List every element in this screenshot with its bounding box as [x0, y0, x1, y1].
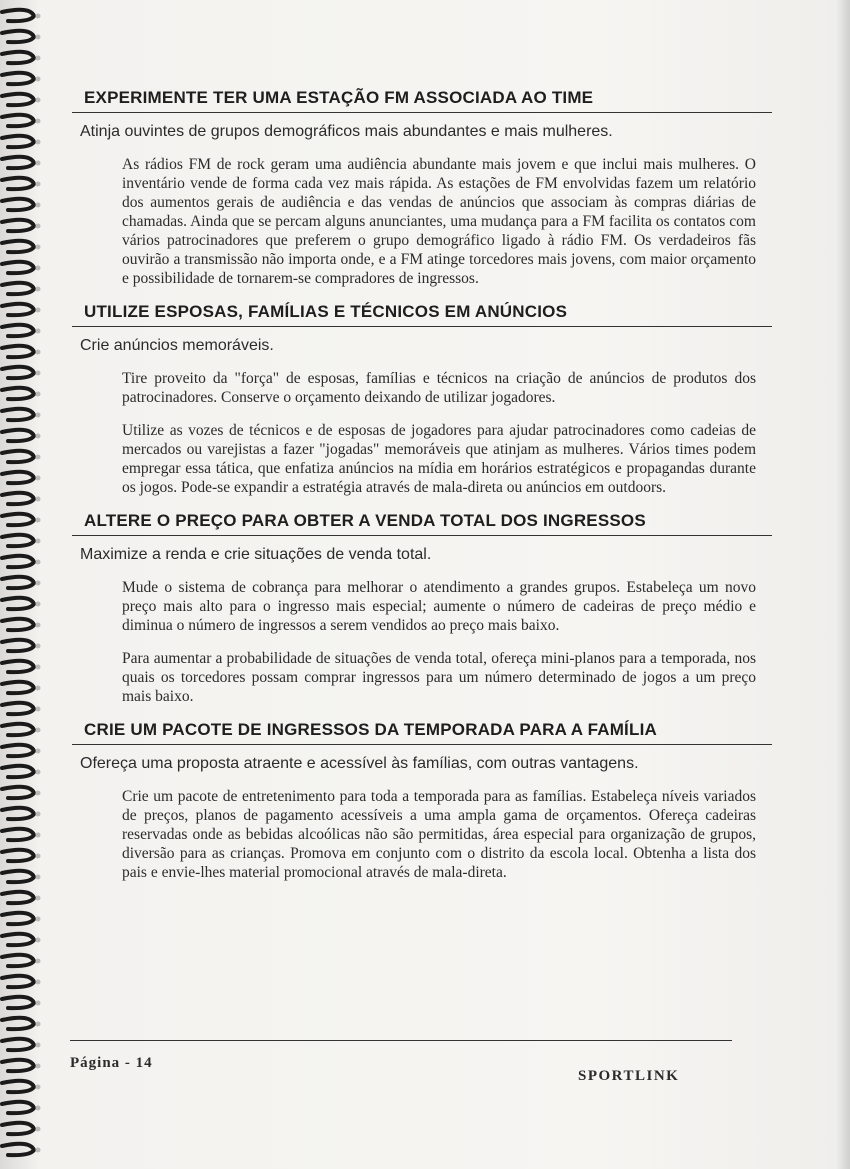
punch-hole — [36, 875, 41, 880]
spiral-coil — [2, 976, 34, 987]
punch-hole — [36, 371, 41, 376]
punch-hole — [36, 182, 41, 187]
spiral-coil — [2, 619, 34, 630]
punch-hole — [36, 1043, 41, 1048]
punch-hole — [36, 14, 41, 19]
section-heading: CRIE UM PACOTE DE INGRESSOS DA TEMPORADA PARA A FAMÍLIA — [72, 720, 772, 745]
spiral-coil — [2, 1081, 34, 1092]
punch-hole — [36, 476, 41, 481]
spiral-coil — [2, 934, 34, 945]
spiral-coil — [2, 283, 34, 294]
section-paragraph: Utilize as vozes de técnicos e de esposas de jogadores para ajudar patrocinadores como cadeias de mercados ou varejistas a fazer "jogadas" memoráveis que atinjam as mulheres. Vários times podem empregar essa tática, que enfatiza anúncios na mídia em horários estratégicos e propagandas durante os jogos. Pode-se expandir a estratégia através de mala-direta ou anúncios em outdoors. — [122, 422, 756, 496]
punch-hole — [36, 245, 41, 250]
punch-hole — [36, 602, 41, 607]
spiral-coil — [2, 199, 34, 210]
punch-hole — [36, 707, 41, 712]
punch-hole — [36, 896, 41, 901]
punch-hole — [36, 413, 41, 418]
spiral-coil — [2, 367, 34, 378]
punch-hole — [36, 686, 41, 691]
section-paragraph: Tire proveito da "força" de esposas, famílias e técnicos na criação de anúncios de produtos dos patrocinadores. Conserve o orçamento deixando de utilizar jogadores. — [122, 370, 756, 406]
spiral-coil — [2, 325, 34, 336]
spiral-coil — [2, 913, 34, 924]
spiral-binding-icon — [0, 0, 44, 1169]
spiral-coil — [2, 115, 34, 126]
spiral-coil — [2, 787, 34, 798]
spiral-coil — [2, 850, 34, 861]
punch-hole — [36, 1064, 41, 1069]
punch-hole — [36, 1127, 41, 1132]
punch-hole — [36, 1148, 41, 1153]
punch-hole — [36, 161, 41, 166]
punch-hole — [36, 434, 41, 439]
spiral-coil — [2, 157, 34, 168]
spiral-coil — [2, 514, 34, 525]
brand-name: SPORTLINK — [578, 1068, 680, 1084]
section-paragraph: Crie um pacote de entretenimento para toda a temporada para as famílias. Estabeleça níveis variados de preços, planos de pagamento acessíveis a uma ampla gama de orçamentos. Ofereça cadeiras reservadas onde as bebidas alcoólicas não são permitidas, área especial para organização de grupos, diversão para as crianças. Promova em conjunto com o distrito da escola local. Obtenha a lista dos pais e envie-lhes material promocional através de mala-direta. — [122, 788, 756, 881]
page-content — [72, 60, 772, 896]
section-subhead: Maximize a renda e crie situações de venda total. — [80, 546, 432, 563]
spiral-coil — [2, 136, 34, 147]
spiral-coil — [2, 52, 34, 63]
spiral-coil — [2, 661, 34, 672]
punch-hole — [36, 287, 41, 292]
punch-hole — [36, 518, 41, 523]
punch-hole — [36, 203, 41, 208]
spiral-coil — [2, 472, 34, 483]
punch-hole — [36, 56, 41, 61]
punch-hole — [36, 770, 41, 775]
punch-hole — [36, 1085, 41, 1090]
spiral-coil — [2, 766, 34, 777]
spiral-coil — [2, 640, 34, 651]
spiral-coil — [2, 241, 34, 252]
section-paragraph: As rádios FM de rock geram uma audiência abundante mais jovem e que inclui mais mulheres. O inventário vende de forma cada vez mais rápida. As estações de FM envolvidas fazem um relatório dos aumentos gerais de audiência e das vendas de anúncios que associam às compras diárias de chamadas. Ainda que se percam alguns anunciantes, uma mudança para a FM facilita os contatos com vários patrocinadores que preferem o grupo demográfico ligado à rádio FM. Os verdadeiros fãs ouvirão a transmissão não importa onde, e a FM atinge torcedores mais jovens, com maior orçamento e possibilidade de tornarem-se compradores de ingressos. — [122, 156, 756, 287]
punch-hole — [36, 1106, 41, 1111]
punch-hole — [36, 728, 41, 733]
section-heading: EXPERIMENTE TER UMA ESTAÇÃO FM ASSOCIADA AO TIME — [72, 88, 772, 113]
punch-hole — [36, 812, 41, 817]
spiral-coil — [2, 94, 34, 105]
spiral-coil — [2, 745, 34, 756]
punch-hole — [36, 854, 41, 859]
section-subhead: Ofereça uma proposta atraente e acessível às famílias, com outras vantagens. — [80, 755, 639, 772]
section-fm-station — [72, 88, 772, 288]
punch-hole — [36, 1001, 41, 1006]
punch-hole — [36, 308, 41, 313]
section-pricing — [72, 511, 772, 706]
punch-hole — [36, 749, 41, 754]
spiral-coil — [2, 346, 34, 357]
punch-hole — [36, 455, 41, 460]
spiral-coil — [2, 73, 34, 84]
spiral-coil — [2, 409, 34, 420]
section-paragraph: Para aumentar a probabilidade de situações de venda total, ofereça mini-planos para a temporada, nos quais os torcedores possam comprar ingressos para um número determinado de jogos a um preço mais baixo. — [122, 650, 756, 705]
punch-hole — [36, 665, 41, 670]
section-heading: ALTERE O PREÇO PARA OBTER A VENDA TOTAL DOS INGRESSOS — [72, 511, 772, 536]
punch-hole — [36, 98, 41, 103]
spiral-coil — [2, 598, 34, 609]
punch-hole — [36, 224, 41, 229]
spiral-coil — [2, 535, 34, 546]
page-number: Página - 14 — [70, 1055, 153, 1071]
punch-hole — [36, 623, 41, 628]
spiral-coil — [2, 955, 34, 966]
section-paragraph: Mude o sistema de cobrança para melhorar o atendimento a grandes grupos. Estabeleça um novo preço mais alto para o ingresso mais especial; aumente o número de cadeiras de preço médio e diminua o número de ingressos a serem vendidos ao preço mais baixo. — [122, 579, 756, 634]
spiral-coil — [2, 556, 34, 567]
spiral-coil — [2, 430, 34, 441]
punch-hole — [36, 917, 41, 922]
section-subhead: Atinja ouvintes de grupos demográficos mais abundantes e mais mulheres. — [80, 123, 613, 140]
spiral-coil — [2, 1039, 34, 1050]
section-ads — [72, 302, 772, 497]
spiral-coil — [2, 829, 34, 840]
punch-hole — [36, 140, 41, 145]
spiral-coil — [2, 577, 34, 588]
spiral-coil — [2, 178, 34, 189]
punch-hole — [36, 644, 41, 649]
spiral-coil — [2, 892, 34, 903]
spiral-coil — [2, 388, 34, 399]
punch-hole — [36, 392, 41, 397]
punch-hole — [36, 539, 41, 544]
spiral-coil — [2, 724, 34, 735]
punch-hole — [36, 938, 41, 943]
section-subhead: Crie anúncios memoráveis. — [80, 337, 274, 354]
punch-hole — [36, 350, 41, 355]
punch-hole — [36, 1022, 41, 1027]
punch-hole — [36, 581, 41, 586]
spiral-coil — [2, 451, 34, 462]
spiral-coil — [2, 1102, 34, 1113]
spiral-coil — [2, 493, 34, 504]
section-heading: UTILIZE ESPOSAS, FAMÍLIAS E TÉCNICOS EM ANÚNCIOS — [72, 302, 772, 327]
punch-hole — [36, 119, 41, 124]
section-family-package — [72, 720, 772, 882]
punch-hole — [36, 329, 41, 334]
punch-hole — [36, 833, 41, 838]
spiral-coil — [2, 871, 34, 882]
spiral-coil — [2, 220, 34, 231]
spiral-coil — [2, 703, 34, 714]
spiral-coil — [2, 1060, 34, 1071]
spiral-coil — [2, 304, 34, 315]
punch-hole — [36, 77, 41, 82]
punch-hole — [36, 791, 41, 796]
punch-hole — [36, 560, 41, 565]
punch-hole — [36, 35, 41, 40]
punch-hole — [36, 980, 41, 985]
spiral-coil — [2, 1018, 34, 1029]
spiral-coil — [2, 262, 34, 273]
spiral-coil — [2, 31, 34, 42]
footer-rule — [70, 1040, 732, 1041]
spiral-coil — [2, 1144, 34, 1155]
page-edge — [836, 0, 850, 1169]
spiral-coil — [2, 10, 34, 21]
spiral-coil — [2, 997, 34, 1008]
spiral-coil — [2, 1123, 34, 1134]
spiral-coil — [2, 808, 34, 819]
spiral-coil — [2, 682, 34, 693]
punch-hole — [36, 959, 41, 964]
punch-hole — [36, 497, 41, 502]
punch-hole — [36, 266, 41, 271]
